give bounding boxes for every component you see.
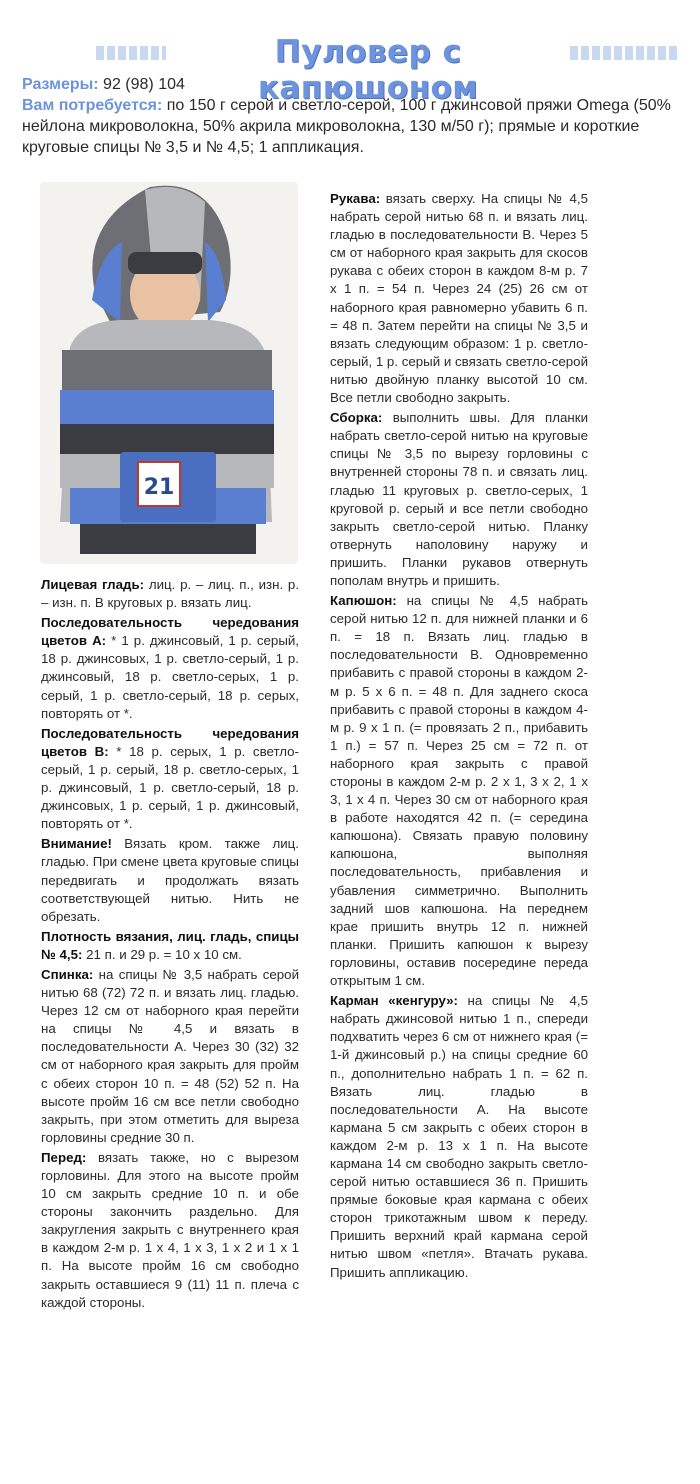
section-text: на спицы № 3,5 набрать серой нитью 68 (72) 72 п. и вязать лиц. гладью. Через 12 см от наборного края перейти на спицы № 4,5 и вязать в последовательности А. Через 30 (32) 32 см от наборного края закрыть для пройм с обеих сторон 10 п. = 48 (52) 52 п. На высоте пройм 16 см все петли свободно закрыть, при этом отметить для выреза горловины средние 30 п. — [41, 966, 299, 1145]
section-text: вязать также, но с вырезом горловины. Для этого на высоте пройм 10 см закрыть средние 10 п. и обе стороны закончить раздельно. Для закругления закрыть с внутреннего края в каждом 2-м р. 1 х 4, 1 х 3, 1 х 2 и 1 х 1 п. На высоте пройм 16 см свободно закрыть оставшиеся 9 (11) 11 п. плеча с каждой стороны. — [41, 1149, 299, 1310]
section-text: вязать сверху. На спицы № 4,5 набрать серой нитью 68 п. и вязать лиц. гладью в последовательности В. Через 5 см от наборного края закрыть для скосов рукава с обеих сторон в каждом 8-м р. 7 х 1 п. = 54 п. Через 24 (25) 26 см от наборного края равномерно убавить 6 п. = 48 п. Затем перейти на спицы № 3,5 и вязать следующим образом: 1 р. светло-серый, 1 р. серый и связать светло-серой нитью двойную планку высотой 10 см. Все петли свободно закрыть. — [330, 191, 588, 406]
section-attention — [41, 835, 299, 925]
section-text: * 1 р. джинсовый, 1 р. серый, 18 р. джинсовых, 1 р. светло-серый, 1 р. джинсовый, 18 р. светло-серых, 1 р. серый, 1 р. светло-серый, 18 р. серых, повторять от *. — [41, 633, 299, 721]
sweater-photo — [40, 182, 298, 564]
section-text: на спицы № 4,5 набрать джинсовой нитью 1 п., спереди подхватить через 6 см от нижнего края (= 1-й джинсовый р.) на спицы средние 60 п., дополнительно набрать 1 п. = 62 п. Вязать лиц. гладью в последовательности А. На высоте кармана 5 см закрыть с обеих сторон в каждом 2-м р. 13 х 1 п. На высоте кармана 14 см свободно закрыть светло-серой нитью оставшиеся 36 п. Пришить прямые боковые края кармана с обеих сторон трикотажным швом к переду. Пришить верхний край кармана серой нитью швом «петля». Втачать рукава. Пришить аппликацию. — [330, 993, 588, 1280]
sizes-value: 92 (98) 104 — [98, 76, 185, 93]
section-front — [41, 1149, 299, 1312]
section-text: лиц. р. – лиц. п., изн. р. – изн. п. В круговых р. вязать лиц. — [41, 577, 300, 611]
section-text: на спицы № 4,5 набрать серой нитью 12 п. для нижней планки и 6 п. = 18 п. Вязать лиц. гладью в последовательности В. Одновременно прибавить с правой стороны в каждом 2-м р. 5 х 6 п. = 48 п. Для заднего скоса прибавить с правой стороны в каждом 4-м р. 9 х 1 п. (= провязать 2 п., прибавить 1 п.) = 57 п. Через 25 см = 72 п. от наборного края закрыть с правой стороны в каждом 2-м р. 2 х 1, 3 х 2, 1 х 3, 1 х 4 п. Через 30 см от наборного края в работе находятся 42 п. (= середина капюшона). Связать правую половину капюшона, выполняя последовательность, прибавления и убавления симметрично. Выполнить задний шов капюшона. На переднем крае пришить внутрь 12 п. нижней планки. Пришить капюшон к вырезу горловины, оставив посередине переда открытым 1 см. — [330, 593, 588, 989]
section-heading: Рукава: — [330, 191, 381, 206]
sizes-line — [22, 74, 692, 95]
applique-number: 21 — [143, 475, 175, 500]
materials-line — [22, 95, 692, 158]
section-text: Вязать кром. также лиц. гладью. При смене цвета круговые спицы передвигать и продолжать вязать соответствующей нитью. Нить не обрезать. — [41, 836, 299, 924]
child-in-hoodie-illustration — [40, 182, 298, 564]
section-heading: Капюшон: — [330, 593, 397, 609]
header-info — [22, 74, 692, 158]
materials-value: по 150 г серой и светло-серой, 100 г джинсовой пряжи Omega (50% нейлона микроволокна, 50% акрила микроволокна, 130 м/50 г); прямые и короткие круговые спицы № 3,5 и № 4,5; 1 аппликация. — [22, 97, 671, 156]
section-sleeves — [330, 190, 588, 407]
section-text: * 18 р. серых, 1 р. светло-серый, 1 р. серый, 18 р. светло-серых, 1 р. джинсовый, 1 р. светло-серый, 18 р. джинсовых, 1 р. серый, 1 р. джинсовый, повторять от *. — [41, 743, 299, 832]
section-hood — [330, 592, 588, 990]
section-heading: Последовательность чередования цветов В: — [41, 725, 299, 759]
title-decor-right — [570, 46, 680, 60]
instructions-right-column — [330, 190, 588, 1284]
section-heading: Карман «кенгуру»: — [330, 993, 458, 1009]
section-sequence-a — [41, 614, 299, 723]
section-heading: Спинка: — [41, 966, 94, 982]
section-sequence-b — [41, 725, 299, 834]
section-text: выполнить швы. Для планки набрать светло-серой нитью на круговые спицы № 3,5 по вырезу горловины с внутренней стороны 78 п. и связать лиц. гладью 11 круговых р. светло-серых, 1 круговой р. серый и все петли свободно закрыть светло-серой нитью. Планку отвернуть наполовину наружу и пришить. Планки рукавов отвернуть пополам внутрь и пришить. — [330, 410, 588, 588]
section-gauge — [41, 928, 299, 964]
section-heading: Перед: — [41, 1149, 87, 1165]
section-heading: Внимание! — [41, 836, 112, 852]
section-kangaroo-pocket — [330, 992, 588, 1282]
section-heading: Сборка: — [330, 410, 383, 426]
instructions-left-column — [41, 576, 299, 1314]
section-stockinette — [41, 576, 299, 612]
section-heading: Лицевая гладь: — [41, 577, 145, 592]
section-heading: Последовательность чередования цветов А: — [41, 615, 299, 649]
section-assembly — [330, 409, 588, 590]
section-text: 21 п. и 29 р. = 10 х 10 см. — [82, 946, 242, 962]
sizes-label: Размеры: — [22, 76, 99, 93]
materials-label: Вам потребуется: — [22, 97, 163, 114]
section-heading: Плотность вязания, лиц. гладь, спицы № 4,5: — [41, 928, 299, 962]
title-decor-left — [96, 46, 166, 60]
section-back — [41, 966, 299, 1147]
page-title: Пуловер с капюшоном — [257, 34, 479, 106]
